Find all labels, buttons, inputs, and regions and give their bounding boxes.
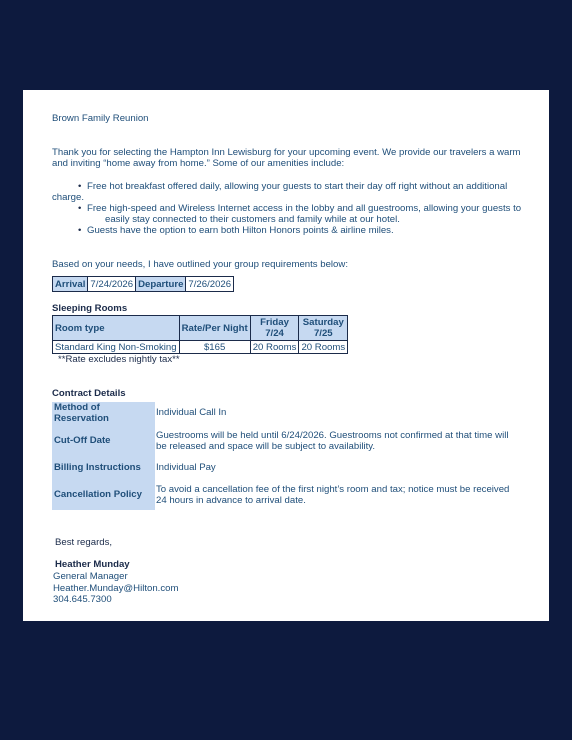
sleeping-rooms-heading: Sleeping Rooms: [52, 303, 128, 314]
amenity-3-line-1: Guests have the option to earn both Hilton Honors points & airline miles.: [87, 225, 394, 236]
header-friday-date: 7/24: [265, 328, 284, 339]
signer-email: Heather.Munday@Hilton.com: [53, 583, 179, 594]
signer-position: General Manager: [53, 571, 128, 582]
saturday-rooms-cell: 20 Rooms: [299, 341, 348, 354]
header-rate: Rate/Per Night: [179, 316, 250, 341]
arrival-label: Arrival: [53, 277, 88, 292]
contract-value-cancellation-line-2: 24 hours in advance to arrival date.: [156, 495, 306, 506]
contract-value-cancellation-line-1: To avoid a cancellation fee of the first night’s room and tax; notice must be received: [156, 484, 510, 495]
bullet-dot: •: [78, 181, 82, 192]
friday-rooms-cell: 20 Rooms: [250, 341, 299, 354]
needs-text: Based on your needs, I have outlined your group requirements below:: [52, 259, 348, 270]
amenity-2-line-2: easily stay connected to their customers and family while at our hotel.: [105, 214, 400, 225]
amenity-2-line-1: Free high-speed and Wireless Internet access in the lobby and all guestrooms, allowing your guests to: [87, 203, 522, 214]
bullet-dot: •: [78, 225, 82, 236]
signer-phone: 304.645.7300: [53, 594, 112, 605]
rate-cell: $165: [179, 341, 250, 354]
contract-label-cancellation: Cancellation Policy: [52, 478, 155, 510]
departure-date: 7/26/2026: [186, 277, 234, 292]
arrival-date: 7/24/2026: [88, 277, 136, 292]
signer-name: Heather Munday: [55, 559, 130, 570]
header-room-type: Room type: [53, 316, 180, 341]
amenity-1-line-2: charge.: [52, 192, 84, 203]
intro-line-1: Thank you for selecting the Hampton Inn Lewisburg for your upcoming event. We provide our travelers a warm: [52, 147, 521, 158]
header-saturday-date: 7/25: [313, 328, 333, 339]
contract-value-billing: Individual Pay: [156, 462, 216, 473]
contract-value-cutoff-line-2: be released and space will be subject to availability.: [156, 441, 376, 452]
contract-label-reservation: Method of Reservation: [52, 402, 155, 424]
sleeping-rooms-table: [52, 315, 348, 354]
amenity-1-line-1: Free hot breakfast offered daily, allowing your guests to start their day off right without an additional: [87, 181, 508, 192]
rate-tax-note: **Rate excludes nightly tax**: [58, 354, 180, 365]
closing: Best regards,: [55, 537, 113, 548]
contract-label-cutoff: Cut-Off Date: [52, 424, 155, 456]
contract-heading: Contract Details: [52, 388, 126, 399]
contract-label-billing: Billing Instructions: [52, 456, 155, 478]
stay-dates-table: [52, 276, 234, 292]
table-row: [53, 341, 348, 354]
bullet-dot: •: [78, 203, 82, 214]
contract-value-reservation: Individual Call In: [156, 407, 227, 418]
letter-page: [23, 90, 549, 621]
header-saturday: [299, 316, 348, 341]
intro-line-2: and inviting “home away from home.” Some of our amenities include:: [52, 158, 345, 169]
header-friday: [250, 316, 299, 341]
header-saturday-day: Saturday: [302, 317, 344, 328]
contract-value-cutoff-line-1: Guestrooms will be held until 6/24/2026. Guestrooms not confirmed at that time will: [156, 430, 509, 441]
event-title: Brown Family Reunion: [52, 113, 149, 124]
room-type-cell: Standard King Non-Smoking: [53, 341, 180, 354]
departure-label: Departure: [136, 277, 186, 292]
header-friday-day: Friday: [260, 317, 289, 328]
